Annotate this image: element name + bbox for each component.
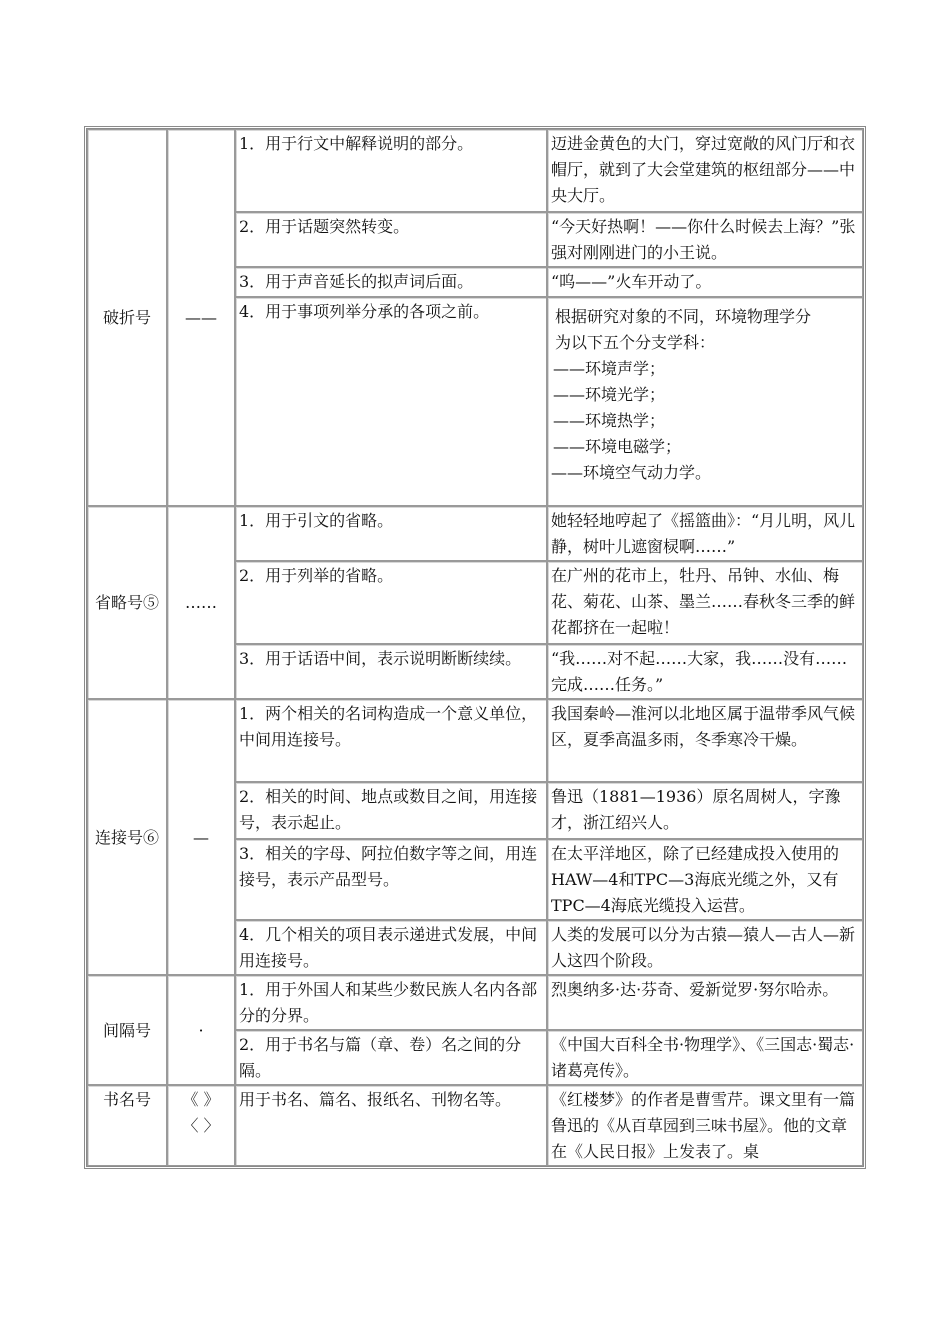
table-row	[87, 1085, 863, 1166]
usage-cell: 3．用于声音延长的拟声词后面。	[235, 267, 547, 297]
mark-symbol-cell: —	[167, 699, 235, 975]
mark-name-cell: 书名号	[87, 1085, 167, 1166]
example-cell: 烈奥纳多·达·芬奇、爱新觉罗·努尔哈赤。	[547, 975, 863, 1030]
table-row	[87, 506, 863, 561]
usage-cell: 4．用于事项列举分承的各项之前。	[235, 297, 547, 506]
example-line: ——环境声学；	[553, 359, 666, 378]
example-cell: 在广州的花市上，牡丹、吊钟、水仙、梅花、菊花、山茶、墨兰……春秋冬三季的鲜花都挤在一起啦！	[547, 561, 863, 644]
example-line: ——环境光学；	[553, 385, 666, 404]
punctuation-table	[84, 126, 866, 1169]
table-row	[87, 129, 863, 212]
example-line: 为以下五个分支学科：	[555, 333, 716, 352]
example-cell: 人类的发展可以分为古猿—猿人—古人—新人这四个阶段。	[547, 920, 863, 975]
example-cell: 在太平洋地区，除了已经建成投入使用的HAW—4和TPC—3海底光缆之外，又有TPC—4海底光缆投入运营。	[547, 839, 863, 920]
example-cell: “我……对不起……大家，我……没有……完成……任务。”	[547, 644, 863, 699]
example-cell: “今天好热啊！——你什么时候去上海？”张强对刚刚进门的小王说。	[547, 212, 863, 267]
example-line: 根据研究对象的不同，环境物理学分	[555, 307, 812, 326]
symbol-line: 《 》	[182, 1090, 220, 1109]
usage-cell: 2．用于话题突然转变。	[235, 212, 547, 267]
table-row	[87, 975, 863, 1030]
mark-name-cell: 省略号⑤	[87, 506, 167, 699]
usage-cell: 2．用于书名与篇（章、卷）名之间的分隔。	[235, 1030, 547, 1085]
example-cell: 《红楼梦》的作者是曹雪芹。课文里有一篇鲁迅的《从百草园到三味书屋》。他的文章在《人民日报》上发表了。桌	[547, 1085, 863, 1166]
mark-symbol-cell: ·	[167, 975, 235, 1085]
usage-cell: 2．相关的时间、地点或数目之间，用连接号，表示起止。	[235, 782, 547, 839]
usage-cell: 1．两个相关的名词构造成一个意义单位，中间用连接号。	[235, 699, 547, 782]
example-cell	[547, 297, 863, 506]
example-line: ——环境热学；	[553, 411, 666, 430]
usage-cell: 2．用于列举的省略。	[235, 561, 547, 644]
mark-name-cell: 连接号⑥	[87, 699, 167, 975]
mark-name-cell: 破折号	[87, 129, 167, 506]
usage-cell: 3．相关的字母、阿拉伯数字等之间，用连接号，表示产品型号。	[235, 839, 547, 920]
usage-cell: 1．用于外国人和某些少数民族人名内各部分的分界。	[235, 975, 547, 1030]
example-cell: 迈进金黄色的大门，穿过宽敞的风门厅和衣帽厅，就到了大会堂建筑的枢纽部分——中央大厅。	[547, 129, 863, 212]
example-cell: 我国秦岭—淮河以北地区属于温带季风气候区，夏季高温多雨，冬季寒冷干燥。	[547, 699, 863, 782]
mark-name-cell: 间隔号	[87, 975, 167, 1085]
symbol-line: 〈 〉	[182, 1116, 220, 1135]
example-cell: 《中国大百科全书·物理学》、《三国志·蜀志·诸葛亮传》。	[547, 1030, 863, 1085]
usage-cell: 4．几个相关的项目表示递进式发展，中间用连接号。	[235, 920, 547, 975]
example-line: ——环境电磁学；	[553, 437, 682, 456]
example-cell: 她轻轻地哼起了《摇篮曲》：“月儿明，风儿静，树叶儿遮窗棂啊……”	[547, 506, 863, 561]
mark-symbol-cell: ……	[167, 506, 235, 699]
example-line: ——环境空气动力学。	[551, 463, 712, 482]
mark-symbol-cell	[167, 1085, 235, 1166]
punctuation-table-container	[84, 126, 866, 1169]
table-row	[87, 699, 863, 782]
example-cell: “呜——”火车开动了。	[547, 267, 863, 297]
usage-cell: 用于书名、篇名、报纸名、刊物名等。	[235, 1085, 547, 1166]
usage-cell: 1．用于引文的省略。	[235, 506, 547, 561]
mark-symbol-cell: ——	[167, 129, 235, 506]
usage-cell: 3．用于话语中间，表示说明断断续续。	[235, 644, 547, 699]
usage-cell: 1．用于行文中解释说明的部分。	[235, 129, 547, 212]
example-cell: 鲁迅（1881—1936）原名周树人，字豫才，浙江绍兴人。	[547, 782, 863, 839]
